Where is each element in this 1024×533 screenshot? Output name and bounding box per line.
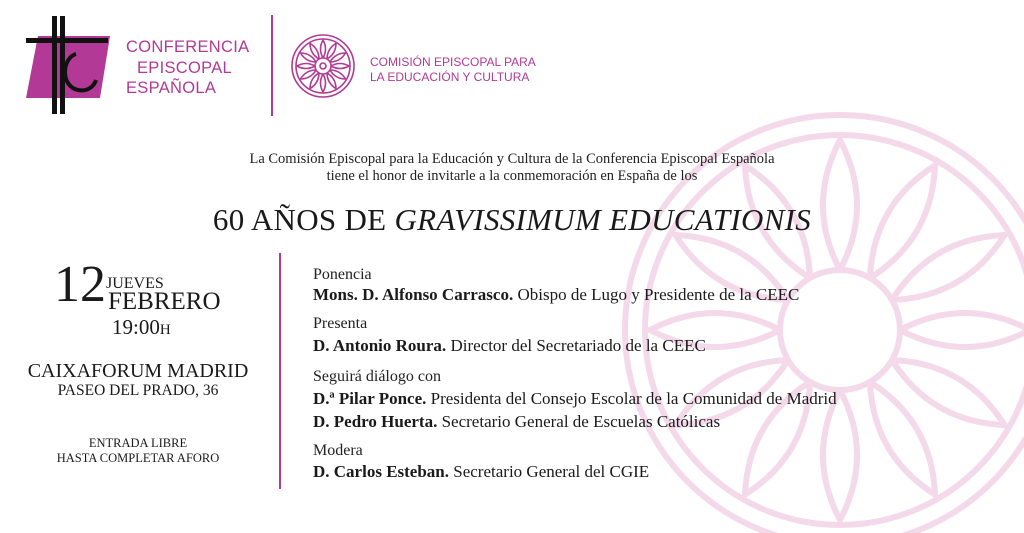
speaker-title: Secretario General del CGIE (449, 462, 650, 481)
speaker-name: D. Antonio Roura. (313, 336, 447, 355)
commission-logo-line: COMISIÓN EPISCOPAL PARA (370, 55, 536, 69)
program-speaker (313, 336, 706, 356)
entry-line: HASTA COMPLETAR AFORO (56, 451, 220, 465)
speaker-name: Mons. D. Alfonso Carrasco. (313, 285, 514, 304)
headline-prefix: 60 AÑOS DE (212, 202, 395, 237)
speaker-title: Obispo de Lugo y Presidente de la CEEC (513, 285, 800, 304)
event-time-suffix: H (159, 322, 171, 338)
event-month: FEBRERO (108, 288, 221, 315)
speaker-title: Presidenta del Consejo Escolar de la Comunidad de Madrid (426, 389, 837, 408)
rosette-emblem-icon (290, 33, 356, 99)
program-speaker (313, 389, 837, 409)
headline-emphasis: GRAVISSIMUM EDUCATIONIS (394, 202, 812, 237)
event-address: PASEO DEL PRADO, 36 (57, 382, 219, 399)
rosette-petal (900, 313, 1024, 347)
program-speaker (313, 285, 799, 305)
event-time-value: 19:00 (112, 315, 160, 339)
program-speaker (313, 412, 720, 432)
rosette-petal (331, 64, 349, 69)
speaker-name: D. Carlos Esteban. (313, 462, 450, 481)
speaker-name: D. Pedro Huerta. (313, 412, 438, 431)
entry-line: ENTRADA LIBRE (88, 436, 188, 450)
program-role: Seguirá diálogo con (313, 368, 441, 385)
intro-line: La Comisión Episcopal para la Educación y Cultura de la Conferencia Episcopal Española (249, 151, 775, 167)
speaker-name: D.ª Pilar Ponce. (313, 389, 427, 408)
rosette-petal (321, 40, 326, 58)
rosette-petal (297, 64, 315, 69)
program-role: Modera (313, 442, 363, 459)
event-venue: CAIXAFORUM MADRID (27, 360, 249, 382)
commission-logo-text (370, 55, 536, 85)
cee-logo-line: CONFERENCIA (126, 38, 250, 56)
cross-emblem-icon (24, 14, 116, 118)
program-speaker (313, 462, 649, 482)
event-time (112, 316, 171, 341)
invitation-intro (0, 151, 1024, 185)
program-role: Ponencia (313, 266, 372, 283)
rosette-petal (321, 74, 326, 92)
event-weekday: JUEVES (106, 275, 164, 292)
cee-logo-line: EPISCOPAL (137, 58, 233, 77)
rosette-petal (823, 390, 857, 520)
event-headline (0, 202, 1024, 238)
program-role: Presenta (313, 315, 368, 332)
logo-divider (271, 15, 273, 116)
cee-logo-line: ESPAÑOLA (126, 79, 217, 97)
cee-logo-text (126, 37, 266, 99)
entry-notice (0, 436, 276, 466)
event-day: 12 (54, 256, 106, 313)
speaker-title: Director del Secretariado de la CEEC (446, 336, 706, 355)
speaker-title: Secretario General de Escuelas Católicas (437, 412, 721, 431)
intro-line: tiene el honor de invitarle a la conmemoración en España de los (326, 168, 698, 184)
commission-logo-line: LA EDUCACIÓN Y CULTURA (370, 70, 530, 84)
section-divider (279, 253, 281, 489)
